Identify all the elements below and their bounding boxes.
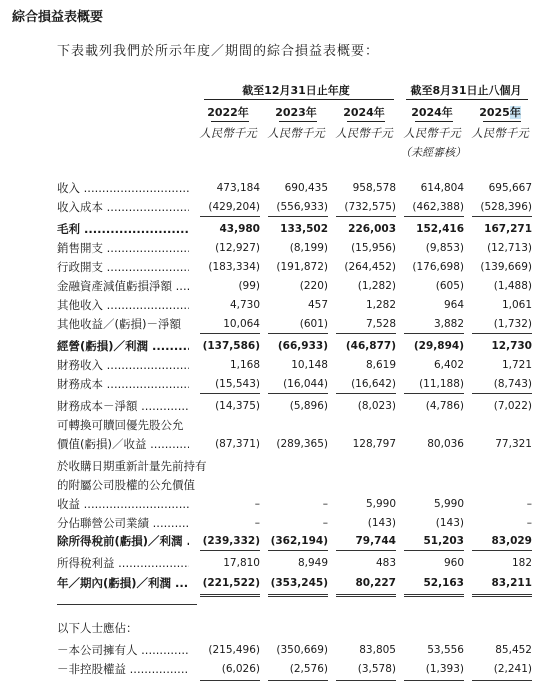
row-value: (4,786) (425, 400, 464, 412)
table-row (0, 221, 556, 237)
row-value: (99) (238, 280, 260, 292)
row-value: (143) (435, 517, 464, 529)
total-rule (200, 216, 260, 217)
row-value: (16,044) (283, 378, 328, 390)
table-row (0, 259, 556, 275)
row-value: 53,556 (427, 644, 464, 656)
row-value: (221,522) (202, 577, 260, 589)
row-value: 5,990 (365, 498, 396, 510)
row-label: －本公司擁有人 ..... (57, 642, 189, 658)
total-rule (268, 333, 328, 334)
double-rule (472, 594, 532, 597)
row-value: (9,853) (425, 242, 464, 254)
row-label-clip (57, 278, 189, 294)
total-rule (200, 550, 260, 551)
row-value: (14,375) (215, 400, 260, 412)
row-value: 182 (511, 557, 532, 569)
row-value: 85,452 (495, 644, 532, 656)
row-value: (2,241) (493, 663, 532, 675)
group-period-rule (406, 99, 528, 100)
row-label-clip (57, 376, 189, 392)
unit-label: 人民幣千元 (471, 126, 529, 140)
intro-text: 下表載列我們於所示年度／期間的綜合損益表概要： (57, 44, 380, 59)
row-label-clip (57, 240, 189, 256)
row-value: (8,743) (493, 378, 532, 390)
row-value: (176,698) (412, 261, 464, 273)
row-value: – (254, 498, 260, 510)
row-value: 152,416 (416, 223, 464, 235)
unaudited-note: （未經審核） (400, 146, 466, 159)
row-value: (15,956) (351, 242, 396, 254)
row-label-clip (57, 199, 189, 215)
table-row (0, 436, 556, 452)
year-header-2025: 2025年 (479, 106, 521, 119)
row-label: 年／期內(虧損)／利潤 ..... (57, 575, 189, 591)
row-value: (1,732) (493, 318, 532, 330)
total-rule (336, 333, 396, 334)
table-row (0, 477, 556, 493)
row-value: 83,029 (491, 535, 532, 547)
row-value: – (526, 498, 532, 510)
total-rule (336, 680, 396, 681)
total-rule (472, 680, 532, 681)
table-row (0, 417, 556, 433)
row-value: 958,578 (352, 182, 396, 194)
row-label: 於收購日期重新計量先前持有 (57, 459, 207, 473)
row-value: 79,744 (355, 535, 396, 547)
row-value: 7,528 (365, 318, 396, 330)
row-value: (350,669) (276, 644, 328, 656)
table-row (0, 316, 556, 332)
table-row (0, 496, 556, 512)
total-rule (472, 550, 532, 551)
total-rule (472, 393, 532, 394)
year-header-2024-period: 2024年 (411, 106, 453, 119)
table-row (0, 398, 556, 414)
table-row (0, 357, 556, 373)
row-value: 10,148 (291, 359, 328, 371)
row-label: 收入 ..... (57, 180, 189, 196)
row-label: 收益 ..... (57, 496, 189, 512)
row-value: 1,721 (501, 359, 532, 371)
row-value: 17,810 (223, 557, 260, 569)
unit-label: 人民幣千元 (199, 126, 257, 140)
row-value: (462,388) (412, 201, 464, 213)
row-label: 價值(虧損)／收益 ..... (57, 436, 189, 452)
row-value: (29,894) (413, 340, 464, 352)
row-value: (66,933) (277, 340, 328, 352)
unit-label: 人民幣千元 (335, 126, 393, 140)
row-label-clip (57, 316, 189, 332)
year-header-2024: 2024年 (343, 106, 385, 119)
row-value: (556,933) (276, 201, 328, 213)
table-row (0, 642, 556, 658)
row-label-clip (57, 642, 189, 658)
row-label-clip (57, 221, 189, 237)
row-value: (16,642) (351, 378, 396, 390)
row-label: －非控股權益 ..... (57, 661, 189, 677)
row-label-clip (57, 259, 189, 275)
row-label: 金融資產減值虧損淨額 ..... (57, 278, 189, 294)
row-label-clip (57, 338, 189, 354)
row-label: 以下人士應佔： (57, 621, 138, 635)
row-value: 457 (307, 299, 328, 311)
row-label: 所得稅利益 ..... (57, 555, 189, 571)
total-rule (404, 333, 464, 334)
row-value: 80,036 (427, 438, 464, 450)
row-value: 614,804 (420, 182, 464, 194)
row-label: 可轉換可贖回優先股公允 (57, 418, 184, 432)
row-value: (220) (299, 280, 328, 292)
row-value: (1,488) (493, 280, 532, 292)
row-value: (46,877) (345, 340, 396, 352)
row-label-clip (57, 555, 189, 571)
group-year-rule (204, 99, 394, 100)
row-value: 80,227 (355, 577, 396, 589)
year-header-2023: 2023年 (275, 106, 317, 119)
row-label-clip (57, 575, 189, 591)
row-value: (8,023) (357, 400, 396, 412)
row-value: (362,194) (270, 535, 328, 547)
row-label-clip (57, 533, 189, 549)
row-value: 51,203 (423, 535, 464, 547)
row-value: – (322, 498, 328, 510)
row-value: 167,271 (484, 223, 532, 235)
table-row (0, 458, 556, 474)
total-rule (200, 680, 260, 681)
row-value: (8,199) (289, 242, 328, 254)
row-value: (2,576) (289, 663, 328, 675)
row-value: – (254, 517, 260, 529)
row-value: (6,026) (221, 663, 260, 675)
row-value: 226,003 (348, 223, 396, 235)
row-label-clip (57, 357, 189, 373)
year-underline (279, 121, 317, 122)
year-header-2022: 2022年 (207, 106, 249, 119)
row-value: 4,730 (229, 299, 260, 311)
table-row (0, 240, 556, 256)
row-value: – (322, 517, 328, 529)
total-rule (404, 216, 464, 217)
table-row (0, 575, 556, 591)
table-row (0, 620, 556, 636)
row-label: 行政開支 ..... (57, 259, 189, 275)
total-rule (404, 680, 464, 681)
row-value: (264,452) (344, 261, 396, 273)
table-row (0, 278, 556, 294)
double-rule (336, 594, 396, 597)
total-rule (268, 216, 328, 217)
total-rule (268, 550, 328, 551)
row-value: (3,578) (357, 663, 396, 675)
row-label-clip (57, 515, 189, 531)
year-underline (211, 121, 249, 122)
row-value: (353,245) (270, 577, 328, 589)
row-value: (139,669) (480, 261, 532, 273)
row-value: (1,282) (357, 280, 396, 292)
row-value: (215,496) (208, 644, 260, 656)
year-underline (347, 121, 385, 122)
section-heading: 綜合損益表概要 (12, 10, 104, 25)
row-value: (429,204) (208, 201, 260, 213)
row-value: 1,282 (365, 299, 396, 311)
total-rule (404, 393, 464, 394)
row-value: (11,188) (419, 378, 464, 390)
unit-label: 人民幣千元 (267, 126, 325, 140)
row-label: 經營(虧損)／利潤 ..... (57, 338, 189, 354)
row-value: 6,402 (433, 359, 464, 371)
unit-label: 人民幣千元 (403, 126, 461, 140)
row-label-clip (57, 661, 189, 677)
row-label: 財務收入 ..... (57, 357, 189, 373)
table-row (0, 533, 556, 549)
total-rule (336, 393, 396, 394)
row-value: (183,334) (208, 261, 260, 273)
table-row (0, 376, 556, 392)
row-value: – (526, 517, 532, 529)
row-value: 10,064 (223, 318, 260, 330)
row-value: 12,730 (491, 340, 532, 352)
double-rule (200, 594, 260, 597)
row-label-clip (57, 297, 189, 313)
row-value: 690,435 (284, 182, 328, 194)
row-value: 960 (443, 557, 464, 569)
row-label: 財務成本 ..... (57, 376, 189, 392)
year-underline (483, 121, 521, 122)
row-label: 收入成本 ..... (57, 199, 189, 215)
double-rule (404, 594, 464, 597)
row-value: (605) (435, 280, 464, 292)
row-value: 83,211 (491, 577, 532, 589)
total-rule (200, 393, 260, 394)
row-label: 除所得稅前(虧損)／利潤 ..... (57, 533, 189, 549)
total-rule (472, 333, 532, 334)
row-value: (732,575) (344, 201, 396, 213)
row-value: 133,502 (280, 223, 328, 235)
table-row (0, 180, 556, 196)
total-rule (472, 216, 532, 217)
double-rule (268, 594, 328, 597)
table-row (0, 199, 556, 215)
table-row (0, 661, 556, 677)
total-rule (336, 216, 396, 217)
total-rule (268, 393, 328, 394)
row-value: 1,061 (501, 299, 532, 311)
row-label: 財務成本－淨額 ..... (57, 398, 189, 414)
row-value: 695,667 (488, 182, 532, 194)
table-row (0, 338, 556, 354)
row-value: (7,022) (493, 400, 532, 412)
row-label-clip (57, 436, 189, 452)
group-period-header: 截至8月31日止八個月 (410, 84, 522, 97)
row-value: (143) (367, 517, 396, 529)
row-value: (137,586) (202, 340, 260, 352)
table-row (0, 555, 556, 571)
row-value: (12,927) (215, 242, 260, 254)
row-value: (12,713) (487, 242, 532, 254)
row-value: 8,619 (365, 359, 396, 371)
group-year-header: 截至12月31日止年度 (242, 84, 350, 97)
total-rule (268, 680, 328, 681)
row-value: (528,396) (480, 201, 532, 213)
total-rule (336, 550, 396, 551)
row-value: (601) (299, 318, 328, 330)
row-value: (5,896) (289, 400, 328, 412)
row-value: 1,168 (229, 359, 260, 371)
row-label: 其他收益／(虧損)－淨額 (57, 317, 181, 331)
row-label: 其他收入 ..... (57, 297, 189, 313)
row-value: 83,805 (359, 644, 396, 656)
row-label: 銷售開支 ..... (57, 240, 189, 256)
row-value: (191,872) (276, 261, 328, 273)
row-label-clip (57, 398, 189, 414)
row-label: 的附屬公司股權的公允價值 (57, 478, 195, 492)
row-value: (1,393) (425, 663, 464, 675)
row-value: (15,543) (215, 378, 260, 390)
row-value: 77,321 (495, 438, 532, 450)
table-row (0, 297, 556, 313)
year-underline (415, 121, 453, 122)
row-value: 128,797 (352, 438, 396, 450)
table-row (0, 515, 556, 531)
highlighted-char: 年 (509, 106, 521, 119)
row-value: (87,371) (215, 438, 260, 450)
row-value: 43,980 (219, 223, 260, 235)
total-rule (404, 550, 464, 551)
row-value: 8,949 (297, 557, 328, 569)
row-value: 964 (443, 299, 464, 311)
row-value: 52,163 (423, 577, 464, 589)
row-value: (289,365) (276, 438, 328, 450)
row-label: 毛利 ..... (57, 221, 189, 237)
row-label: 分佔聯營公司業績 ..... (57, 515, 189, 531)
row-value: 3,882 (433, 318, 464, 330)
row-label-clip (57, 180, 189, 196)
row-value: 473,184 (216, 182, 260, 194)
total-rule (200, 333, 260, 334)
row-value: 5,990 (433, 498, 464, 510)
row-value: 483 (375, 557, 396, 569)
row-value: (239,332) (202, 535, 260, 547)
section-separator (57, 604, 197, 605)
row-label-clip (57, 496, 189, 512)
